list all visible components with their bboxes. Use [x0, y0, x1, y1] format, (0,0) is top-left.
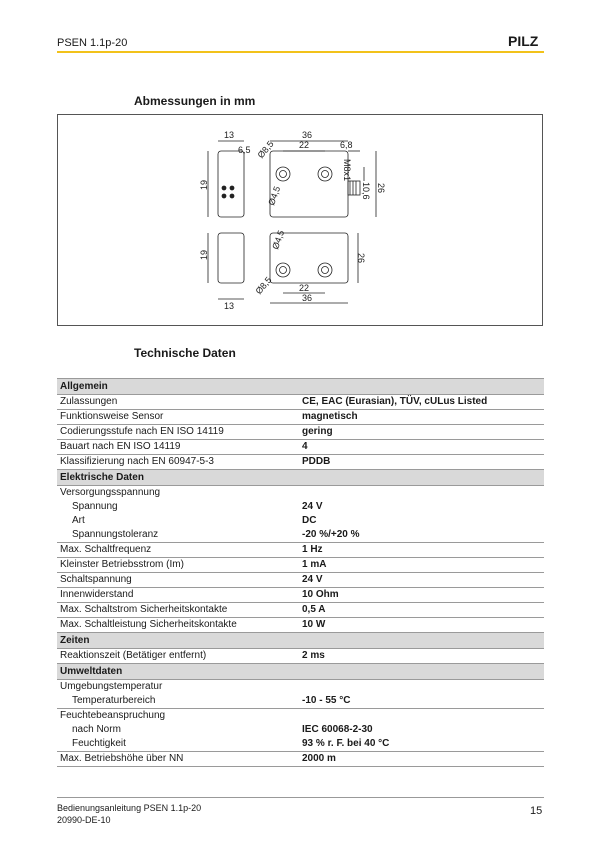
dim-label: 13 [224, 130, 235, 140]
table-row [57, 694, 544, 709]
row-label: Klassifizierung nach EN 60947-5-3 [57, 455, 299, 470]
table-row [57, 558, 544, 573]
row-label: Bauart nach EN ISO 14119 [57, 440, 299, 455]
row-label: Allgemein [57, 379, 299, 395]
row-label: nach Norm [72, 724, 121, 735]
table-row [57, 440, 544, 455]
table-row [57, 723, 544, 737]
row-value [299, 633, 544, 649]
row-label: Temperaturbereich [57, 694, 299, 709]
table-section-row [57, 379, 544, 395]
row-label: Max. Betriebshöhe über NN [57, 752, 299, 767]
row-label: Max. Schaltfrequenz [57, 543, 299, 558]
dim-label: Ø4,5 [270, 228, 287, 251]
row-value: DC [302, 515, 317, 526]
table-row [57, 709, 544, 724]
row-label: Feuchtigkeit [57, 737, 299, 752]
document-title: PSEN 1.1p-20 [57, 37, 128, 49]
row-value: 4 [299, 440, 544, 455]
dim-label: 6,5 [238, 145, 251, 155]
row-value [299, 470, 544, 486]
row-value: 93 % r. F. bei 40 °C [299, 737, 544, 752]
row-label: Versorgungsspannung [60, 487, 161, 498]
table-row [57, 455, 544, 470]
dim-label: Ø8,5 [255, 138, 276, 161]
row-value [299, 379, 544, 395]
dim-label: Ø8,5 [253, 274, 274, 297]
row-value: IEC 60068-2-30 [302, 724, 373, 735]
row-label: Umgebungstemperatur [60, 681, 163, 692]
tech-data-table [57, 378, 544, 767]
footer-rule [57, 797, 544, 798]
row-value: 24 V [302, 501, 323, 512]
row-label: Umweltdaten [57, 664, 299, 680]
table-row [57, 680, 544, 695]
row-value: 10 Ohm [299, 588, 544, 603]
footer-manual-title: Bedienungsanleitung PSEN 1.1p-20 [57, 803, 202, 813]
table-row [57, 588, 544, 603]
row-label: Elektrische Daten [57, 470, 299, 486]
table-row [57, 486, 544, 501]
row-value: -10 - 55 °C [299, 694, 544, 709]
row-value: PDDB [299, 455, 544, 470]
dim-label: 22 [299, 283, 310, 293]
row-value: magnetisch [299, 410, 544, 425]
dim-label: 19 [199, 179, 209, 190]
table-row [57, 649, 544, 664]
dim-label: Ø4,5 [266, 184, 283, 207]
row-label: Max. Schaltleistung Sicherheitskontakte [57, 618, 299, 633]
dim-label: 22 [299, 140, 310, 150]
svg-text:PILZ: PILZ [508, 33, 539, 49]
table-row [57, 573, 544, 588]
row-value: 1 mA [299, 558, 544, 573]
table-section-row [57, 470, 544, 486]
row-label: Feuchtebeanspruchung [60, 710, 166, 721]
row-value: 0,5 A [299, 603, 544, 618]
dim-label: 10,6 [361, 182, 371, 200]
row-value [299, 680, 544, 695]
page-number: 15 [530, 805, 543, 817]
dim-label: 19 [199, 249, 209, 260]
row-label: Spannungstoleranz [57, 528, 299, 543]
dim-label: 26 [376, 183, 386, 194]
dim-label: 36 [302, 293, 313, 303]
row-label: Innenwiderstand [57, 588, 299, 603]
tech-data-heading: Technische Daten [134, 346, 236, 360]
table-row [57, 395, 544, 410]
row-label: Art [72, 515, 85, 526]
dimension-drawing [57, 114, 543, 326]
dim-label: 6,8 [340, 140, 353, 150]
row-value: 2000 m [299, 752, 544, 767]
table-row [57, 500, 544, 514]
table-row [57, 410, 544, 425]
row-label: Codierungsstufe nach EN ISO 14119 [57, 425, 299, 440]
row-value: gering [299, 425, 544, 440]
row-value: CE, EAC (Eurasian), TÜV, cULus Listed [299, 395, 544, 410]
row-label: Zulassungen [57, 395, 299, 410]
row-value: 24 V [299, 573, 544, 588]
dim-label: 13 [224, 301, 235, 311]
header-rule [57, 51, 544, 53]
table-row [57, 543, 544, 558]
dimensions-heading: Abmessungen in mm [134, 94, 256, 108]
row-label: Reaktionszeit (Betätiger entfernt) [57, 649, 299, 664]
dim-label: 36 [302, 130, 313, 140]
table-section-row [57, 633, 544, 649]
row-label: Spannung [72, 501, 118, 512]
row-label: Kleinster Betriebsstrom (Im) [57, 558, 299, 573]
row-value [299, 486, 544, 501]
table-row [57, 603, 544, 618]
dim-label: M8x1 [342, 159, 352, 182]
table-row [57, 618, 544, 633]
row-value [299, 709, 544, 724]
table-section-row [57, 664, 544, 680]
dim-label: 26 [356, 253, 366, 264]
table-row [57, 425, 544, 440]
row-label: Zeiten [57, 633, 299, 649]
row-label: Funktionsweise Sensor [57, 410, 299, 425]
footer-doc-number: 20990-DE-10 [57, 815, 111, 825]
row-value [299, 664, 544, 680]
table-row [57, 528, 544, 543]
row-value: 2 ms [299, 649, 544, 664]
pilz-logo [508, 33, 544, 49]
row-value: 1 Hz [299, 543, 544, 558]
row-label: Schaltspannung [57, 573, 299, 588]
row-value: 10 W [299, 618, 544, 633]
table-row [57, 737, 544, 752]
row-value: -20 %/+20 % [299, 528, 544, 543]
table-row [57, 752, 544, 767]
table-row [57, 514, 544, 528]
row-label: Max. Schaltstrom Sicherheitskontakte [57, 603, 299, 618]
